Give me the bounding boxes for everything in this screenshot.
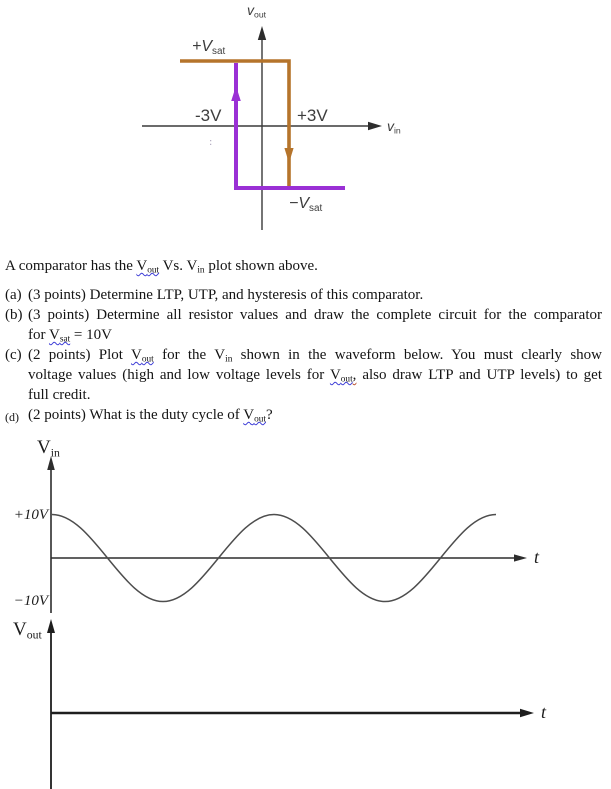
rising-branch-arrow-up-icon	[231, 86, 241, 101]
item-a-marker: (a)	[5, 287, 22, 303]
neg-vsat-main: −V	[289, 195, 310, 212]
hysteresis-x-axis-label	[387, 118, 401, 136]
vout-empty-plot	[0, 615, 560, 789]
text-segment: (3 points) Determine LTP, UTP, and hysteresis of this comparator.	[28, 287, 424, 303]
item-d-body	[28, 405, 602, 427]
list-item-a	[5, 285, 602, 305]
x-axis-label-sub: in	[394, 125, 401, 136]
x-axis-label-main: v	[387, 118, 394, 134]
intro-paragraph	[5, 256, 602, 276]
text-segment: full credit.	[28, 387, 91, 403]
vin-plot-y-label	[37, 437, 60, 460]
vout-y-axis-arrow-icon	[47, 619, 55, 633]
text-segment: for	[28, 327, 49, 343]
y-axis-label-main: v	[247, 2, 254, 18]
neg-vsat-label	[289, 196, 322, 212]
neg-vsat-sub: sat	[309, 202, 323, 214]
text-line	[28, 365, 602, 385]
text-segment: $V_{in}$	[214, 347, 233, 365]
y-axis-label-sub: out	[254, 9, 267, 20]
pos-vsat-main: +V	[192, 38, 213, 55]
text-line	[28, 345, 602, 365]
item-a-body	[28, 285, 602, 305]
text-segment: A comparator has the	[5, 258, 137, 274]
vin-t-axis-arrow-icon	[514, 554, 527, 561]
item-c-marker: (c)	[5, 347, 22, 363]
text-segment: shown in the waveform below. You must clearly show	[232, 347, 603, 363]
text-segment: ?	[265, 407, 273, 423]
item-d-marker: (d)	[5, 410, 19, 424]
list-item-c	[5, 345, 602, 405]
item-c-body	[28, 345, 602, 405]
text-line	[28, 405, 602, 425]
vin-neg-tick-label: −10V	[13, 593, 48, 609]
hysteresis-x-axis-arrow-icon	[368, 122, 382, 130]
text-segment: (2 points) What is the duty cycle of	[28, 407, 244, 423]
falling-branch-arrow-down-icon	[284, 148, 293, 163]
text-segment: for the	[153, 347, 215, 363]
vin-label-main: V	[37, 437, 51, 458]
hysteresis-y-axis-arrow-icon	[258, 26, 266, 40]
pos-vsat-sub: sat	[212, 45, 226, 57]
text-segment: also draw LTP and UTP levels) to get	[356, 367, 602, 383]
text-line	[28, 325, 602, 345]
text-line	[28, 385, 602, 405]
text-segment: Vs.	[159, 258, 187, 274]
stray-mark: :	[209, 137, 213, 148]
text-segment: $V_{out}$	[136, 258, 160, 276]
text-segment: = 10V	[70, 327, 112, 343]
pos-vsat-label	[192, 39, 225, 55]
text-segment: $V_{in}$	[186, 258, 205, 276]
text-line	[28, 305, 602, 325]
ltp-threshold-label: -3V	[195, 106, 222, 125]
vin-label-sub: in	[50, 446, 60, 460]
vout-plot-y-label	[13, 619, 42, 642]
text-segment: $V_{out}$	[243, 407, 266, 425]
text-segment: $V_{sat}$	[48, 327, 71, 345]
vin-pos-tick-label: +10V	[13, 507, 48, 523]
vout-t-axis-label: t	[541, 702, 547, 722]
vout-label-sub: out	[26, 628, 42, 642]
vin-t-axis-label: t	[534, 547, 540, 567]
item-b-body	[28, 305, 602, 345]
text-segment: (3 points) Determine all resistor values and draw the complete circuit for the comparator	[28, 307, 602, 323]
list-item-b	[5, 305, 602, 345]
text-line	[28, 285, 602, 305]
item-b-marker: (b)	[5, 307, 23, 323]
text-segment: $V_{out}$	[329, 367, 353, 385]
text-segment: $V_{out}$	[131, 347, 154, 365]
text-segment: plot shown above.	[204, 258, 318, 274]
problem-text	[5, 256, 602, 427]
text-segment: voltage values (high and low voltage levels for	[28, 367, 330, 383]
utp-threshold-label: +3V	[297, 106, 328, 125]
vout-t-axis-arrow-icon	[520, 709, 534, 717]
text-segment: (2 points) Plot	[28, 347, 132, 363]
text-segment: ,	[352, 367, 357, 383]
list-item-d	[5, 405, 602, 427]
vin-waveform-plot	[0, 430, 560, 620]
hysteresis-plot	[135, 0, 415, 240]
vout-label-main: V	[13, 619, 27, 640]
hysteresis-y-axis-label	[247, 2, 267, 20]
